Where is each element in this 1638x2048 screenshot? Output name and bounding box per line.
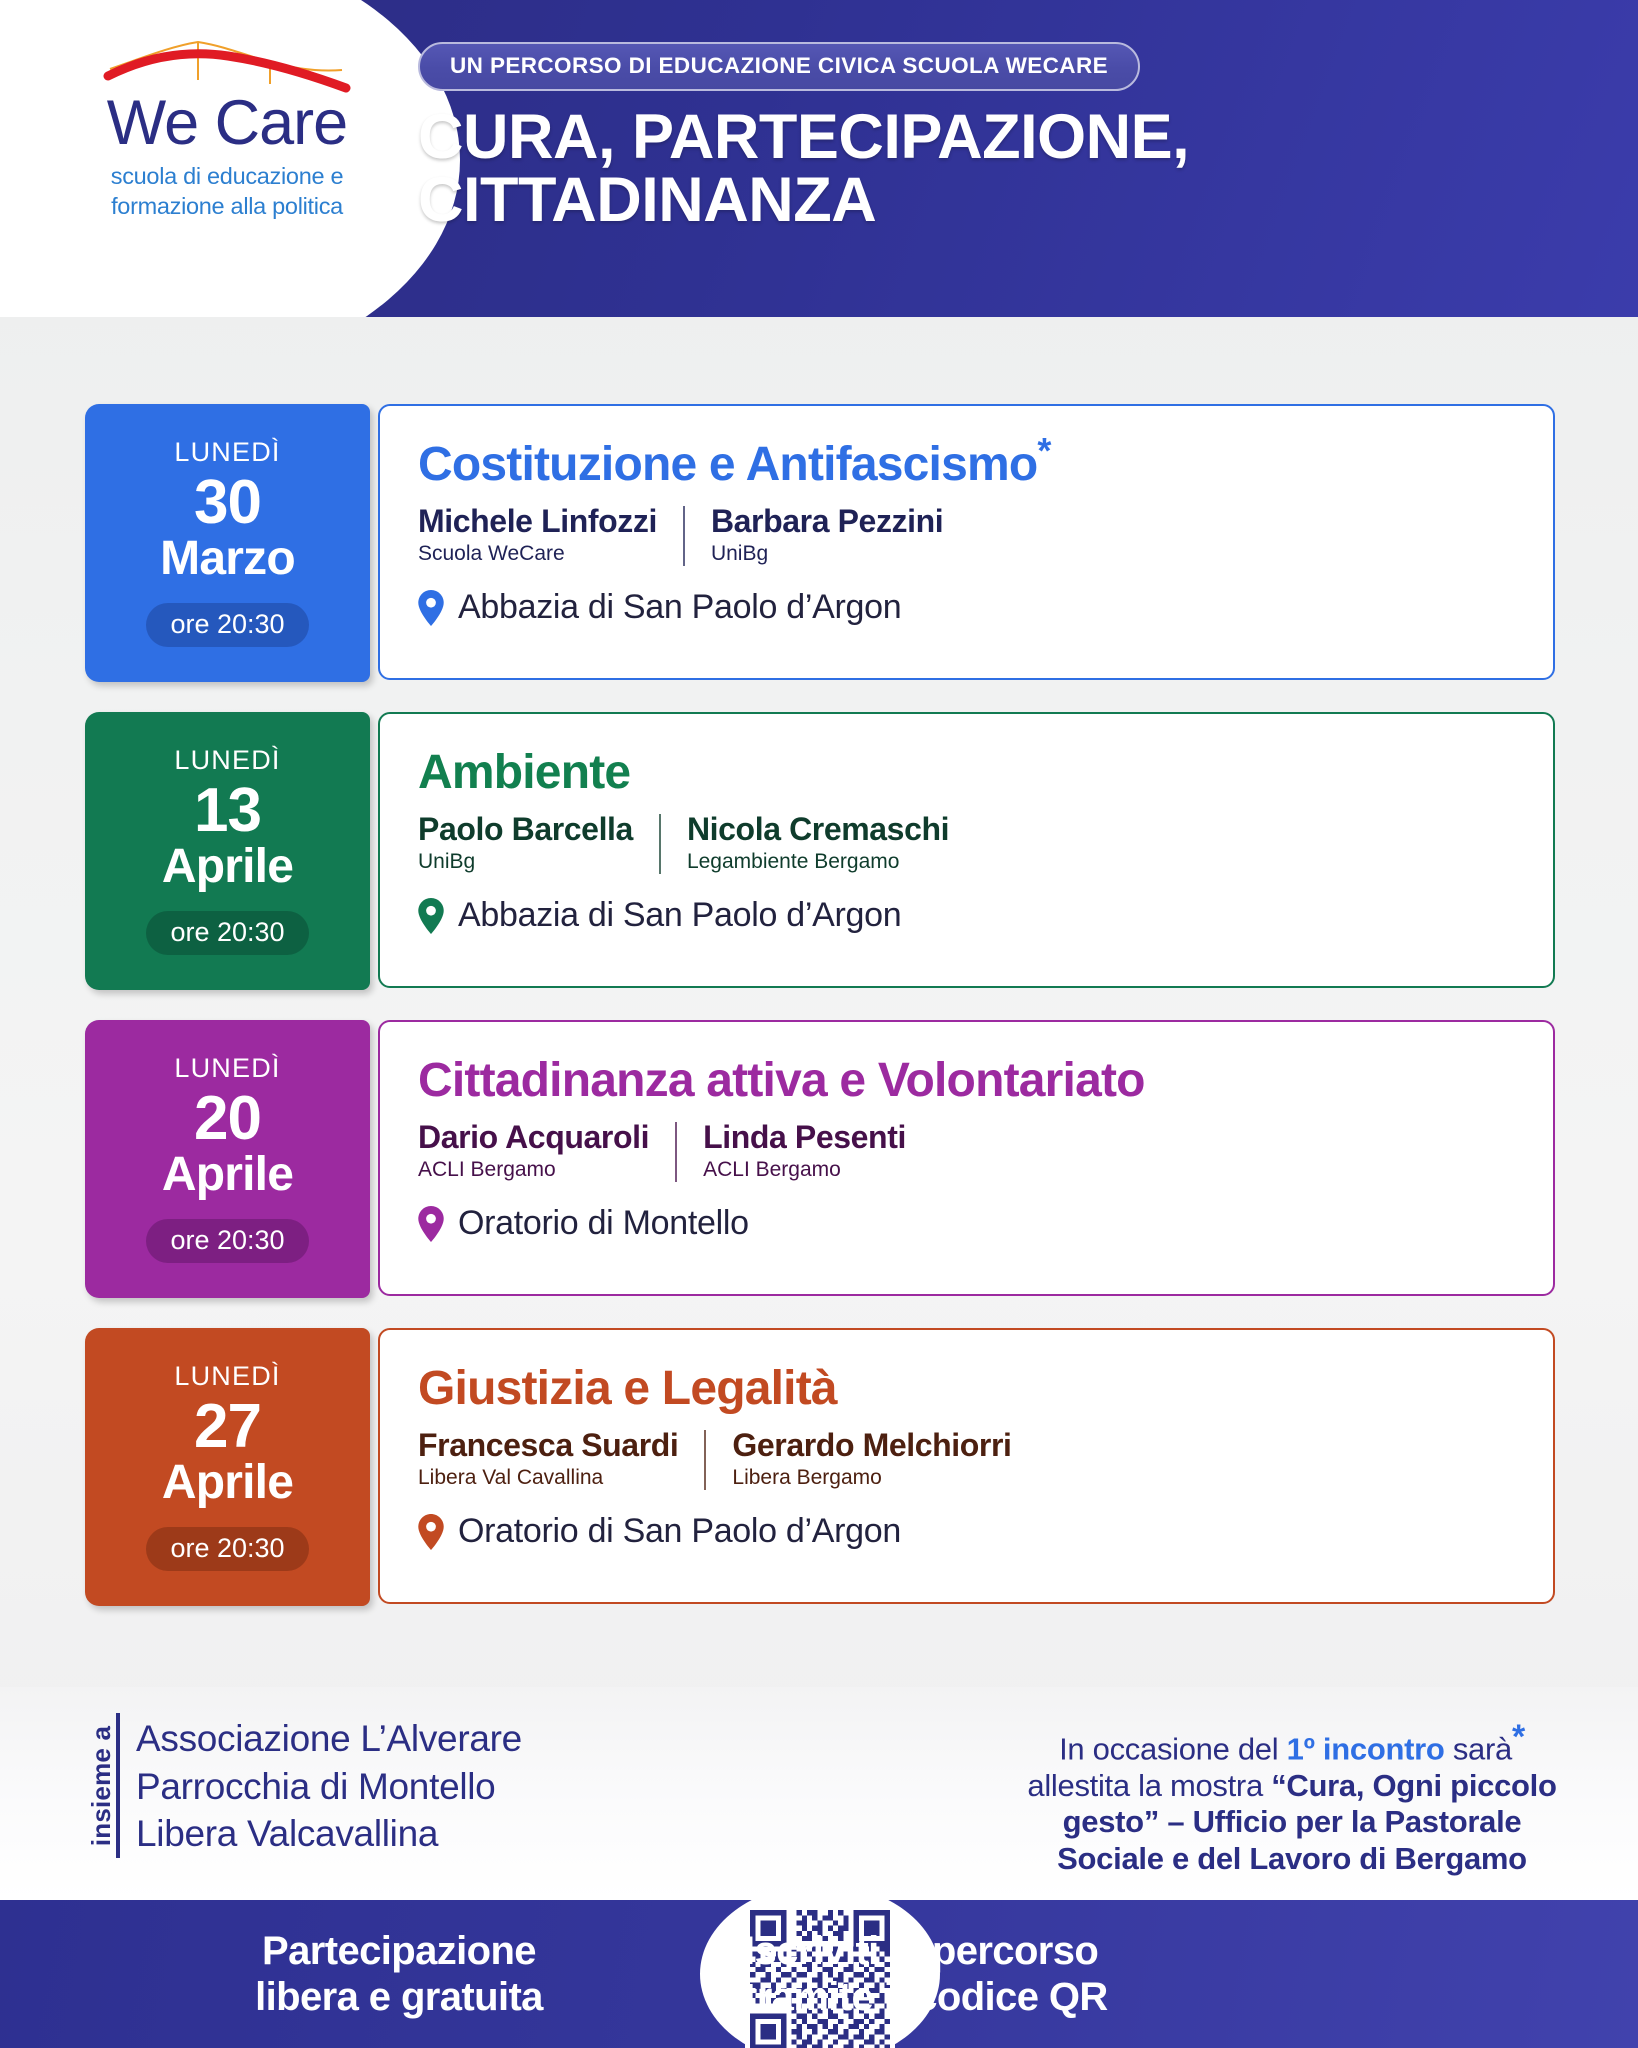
event-venue [418, 1512, 1515, 1551]
partners-block [82, 1713, 522, 1858]
speaker-org: Scuola WeCare [418, 541, 565, 565]
event-time-badge: ore 20:30 [146, 1219, 308, 1263]
partner-item: Associazione L’Alverare [136, 1718, 522, 1759]
partners-divider [116, 1713, 120, 1858]
event-time-badge: ore 20:30 [146, 911, 308, 955]
event-date-block[interactable] [85, 1020, 370, 1298]
partners-section [0, 1687, 1638, 1900]
event-card[interactable] [378, 1020, 1555, 1296]
speaker-org: Libera Bergamo [732, 1465, 882, 1489]
event-day: 13 [194, 776, 261, 846]
event-row [0, 968, 1638, 1255]
location-pin-icon [418, 1206, 444, 1242]
event-day: 30 [194, 468, 261, 538]
speaker-name: Dario Acquaroli [418, 1119, 650, 1156]
event-time-badge: ore 20:30 [146, 1527, 308, 1571]
event-month: Aprile [161, 1456, 294, 1510]
event-row [0, 352, 1638, 639]
partner-item: Libera Valcavallina [136, 1813, 439, 1855]
event-time-badge: ore 20:30 [146, 603, 308, 647]
speaker-divider [675, 1122, 677, 1182]
poster-header [0, 0, 1638, 317]
speaker-org: ACLI Bergamo [703, 1157, 841, 1181]
free-participation-line1: Partecipazione [262, 1929, 536, 1973]
speaker [732, 1428, 1011, 1490]
event-card[interactable] [378, 712, 1555, 988]
bridge-logo-icon [102, 36, 352, 96]
speaker-name: Linda Pesenti [703, 1119, 906, 1156]
speaker [711, 504, 943, 566]
speaker-name: Nicola Cremaschi [686, 811, 950, 848]
event-title-text: Cittadinanza attiva e Volontariato [418, 1054, 1145, 1107]
exhibition-note [1012, 1717, 1572, 1878]
event-weekday: LUNEDÌ [174, 437, 281, 468]
event-month: Marzo [160, 532, 295, 586]
event-day: 20 [194, 1084, 261, 1154]
speaker-group [418, 812, 1515, 874]
qr-signup-line1: Iscriviti al percorso [744, 1929, 1099, 1973]
free-participation-line2: libera e gratuita [255, 1975, 543, 2020]
logo-subtitle-line2: formazione alla politica [111, 193, 343, 220]
speaker-org: Libera Val Cavallina [418, 1465, 604, 1489]
speaker-org: UniBg [418, 849, 476, 873]
speaker [418, 1428, 678, 1490]
exhibition-note-line4: Sociale e del Lavoro di Bergamo [1057, 1841, 1527, 1877]
speaker-group [418, 1428, 1515, 1490]
header-text-block [418, 42, 1598, 235]
qr-signup-text [744, 1928, 1364, 2021]
speaker-group [418, 1120, 1515, 1182]
speaker [418, 1120, 649, 1182]
event-date-block[interactable] [85, 712, 370, 990]
note-asterisk: * [1511, 1718, 1525, 1756]
speaker-org: ACLI Bergamo [418, 1157, 556, 1181]
page-title-line1: CURA, PARTECIPAZIONE, [418, 102, 1190, 172]
insieme-a-label: insieme a [86, 1725, 116, 1846]
free-participation-text [234, 1928, 564, 2021]
event-row [0, 1276, 1638, 1563]
note-highlight: 1º incontro [1286, 1731, 1445, 1767]
event-venue-text: Oratorio di San Paolo d’Argon [458, 1512, 902, 1551]
event-title-text: Giustizia e Legalità [418, 1362, 837, 1415]
speaker [703, 1120, 906, 1182]
event-venue-text: Oratorio di Montello [458, 1204, 749, 1243]
speaker-name: Michele Linfozzi [418, 503, 657, 540]
speaker-org: Legambiente Bergamo [686, 849, 900, 873]
event-weekday: LUNEDÌ [174, 745, 281, 776]
location-pin-icon [418, 1514, 444, 1550]
location-pin-icon [418, 590, 444, 626]
partner-item: Parrocchia di Montello [136, 1765, 496, 1807]
speaker [418, 504, 657, 566]
event-weekday: LUNEDÌ [174, 1053, 281, 1084]
speaker [687, 812, 949, 874]
speaker-name: Barbara Pezzini [710, 503, 944, 540]
exhibition-note-line1: In occasione del 1º incontro sarà* [1059, 1718, 1525, 1767]
location-pin-icon [418, 898, 444, 934]
speaker-name: Paolo Barcella [418, 811, 633, 848]
event-title [418, 1048, 1515, 1106]
logo-subtitle-line1: scuola di educazione e [110, 163, 344, 189]
event-title-asterisk: * [1037, 430, 1051, 471]
speaker [418, 812, 633, 874]
exhibition-note-line2: allestita la mostra “Cura, Ogni piccolo [1027, 1767, 1557, 1803]
logo-wordmark: We Care [106, 88, 348, 158]
event-card[interactable] [378, 1328, 1555, 1604]
event-month: Aprile [161, 840, 294, 894]
header-eyebrow-badge: UN PERCORSO DI EDUCAZIONE CIVICA SCUOLA WECARE [418, 42, 1140, 91]
speaker-name: Francesca Suardi [418, 1427, 679, 1464]
event-title [418, 740, 1515, 798]
event-title-text: Costituzione e Antifascismo [418, 438, 1038, 491]
wecare-logo [62, 36, 392, 221]
event-row [0, 660, 1638, 947]
exhibition-note-line3: gesto” – Ufficio per la Pastorale [1062, 1804, 1522, 1840]
page-title-line2: CITTADINANZA [418, 165, 877, 235]
speaker-group [418, 504, 1515, 566]
speaker-divider [683, 506, 685, 566]
event-title [418, 432, 1515, 490]
event-month: Aprile [161, 1148, 294, 1202]
event-venue-text: Abbazia di San Paolo d’Argon [458, 896, 902, 935]
bottom-bar [0, 1900, 1638, 2048]
event-title [418, 1356, 1515, 1414]
logo-subtitle [62, 161, 392, 221]
qr-signup-line2: tramite il codice QR [744, 1975, 1108, 2020]
event-card[interactable] [378, 404, 1555, 680]
page-title [418, 102, 1598, 235]
event-day: 27 [194, 1392, 261, 1462]
event-date-block[interactable] [85, 404, 370, 682]
speaker-org: UniBg [710, 541, 769, 565]
event-weekday: LUNEDÌ [174, 1361, 281, 1392]
speaker-name: Gerardo Melchiorri [732, 1427, 1012, 1464]
partner-list [136, 1713, 522, 1858]
speaker-divider [659, 814, 661, 874]
event-venue-text: Abbazia di San Paolo d’Argon [458, 588, 902, 627]
event-date-block[interactable] [85, 1328, 370, 1606]
event-venue [418, 1204, 1515, 1243]
event-venue [418, 588, 1515, 627]
note-bold: “Cura, Ogni piccolo [1271, 1767, 1557, 1803]
event-list [0, 352, 1638, 1584]
event-venue [418, 896, 1515, 935]
speaker-divider [704, 1430, 706, 1490]
event-title-text: Ambiente [418, 746, 631, 799]
